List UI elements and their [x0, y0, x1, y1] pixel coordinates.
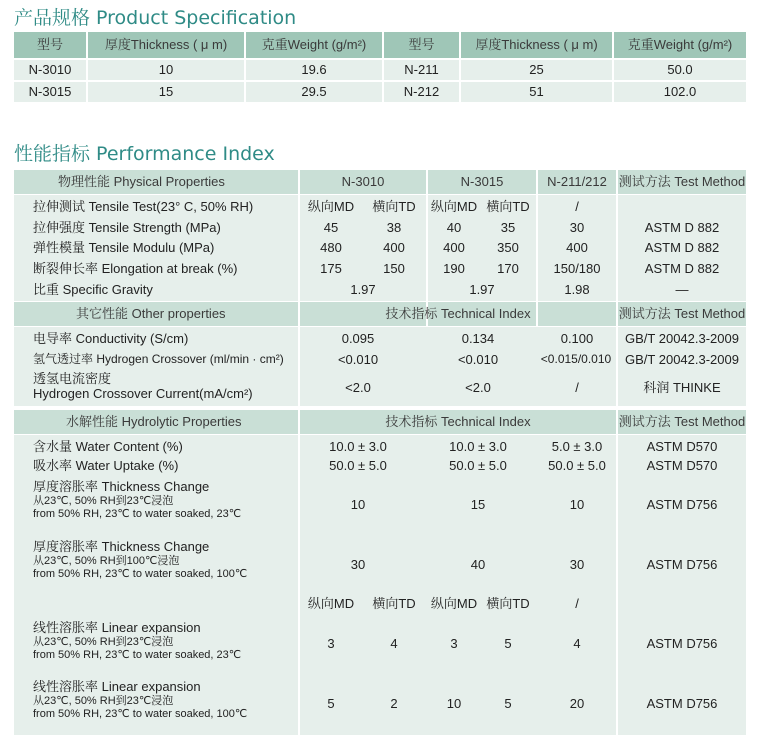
table-cell: 400: [566, 239, 588, 255]
table-cell: 25: [529, 61, 544, 77]
elongation-label: 断裂伸长率 Elongation at break (%): [33, 260, 238, 276]
table-cell: 50.0 ± 5.0: [329, 457, 387, 473]
table-cell: 2: [390, 695, 398, 711]
table-cell: 102.0: [663, 83, 697, 99]
table-cell: 400: [383, 239, 405, 255]
table-cell: 40: [446, 219, 462, 235]
table-cell: 50.0 ± 5.0: [548, 457, 606, 473]
linear-expansion-100-cn: 从23℃, 50% RH到23℃浸泡: [33, 694, 174, 707]
table-cell: 45: [323, 219, 339, 235]
thickness-change-100-cn: 从23℃, 50% RH到100℃浸泡: [33, 554, 180, 567]
table-cell: ASTM D756: [646, 556, 718, 572]
table-cell: 纵向MD: [430, 198, 478, 214]
table-cell: 纵向MD: [307, 198, 355, 214]
conductivity-label: 电导率 Conductivity (S/cm): [33, 330, 189, 346]
table-cell: 30: [350, 556, 366, 572]
thickness-change-100-en: from 50% RH, 23℃ to water soaked, 100℃: [33, 567, 248, 580]
table-cell: 50.0 ± 5.0: [449, 457, 507, 473]
table-cell: ASTM D570: [646, 457, 718, 473]
other-technical-index-header: 技术指标 Technical Index: [385, 305, 531, 321]
table-cell: 15: [470, 496, 486, 512]
table-cell: 科润 THINKE: [643, 379, 721, 395]
table-cell: /: [575, 595, 579, 611]
table-cell: 4: [573, 635, 581, 651]
table-cell: GB/T 20042.3-2009: [625, 351, 739, 367]
table-cell: ASTM D756: [646, 496, 718, 512]
table-cell: 5.0 ± 3.0: [551, 438, 603, 454]
hydrogen-crossover-label: 氢气透过率 Hydrogen Crossover (ml/min · cm²): [33, 352, 284, 367]
table-cell: <0.015/0.010: [540, 352, 612, 367]
table-cell: <0.010: [337, 351, 379, 367]
tensile-strength-label: 拉伸强度 Tensile Strength (MPa): [33, 219, 221, 235]
table-cell: 150/180: [553, 260, 601, 276]
table-cell: 175: [320, 260, 342, 276]
table-cell: 35: [500, 219, 516, 235]
table-cell: 3: [327, 635, 335, 651]
table-cell: 15: [158, 83, 174, 99]
other-properties-header: 其它性能 Other properties: [76, 305, 226, 321]
table-cell: ASTM D570: [646, 438, 718, 454]
thickness-change-23-en: from 50% RH, 23℃ to water soaked, 23℃: [33, 507, 242, 520]
water-uptake-label: 吸水率 Water Uptake (%): [33, 457, 179, 473]
table-cell: 1.97: [469, 281, 495, 297]
table-cell: 400: [443, 239, 465, 255]
linear-expansion-100-en: from 50% RH, 23℃ to water soaked, 100℃: [33, 707, 248, 720]
linear-expansion-23-title: 线性溶胀率 Linear expansion: [33, 621, 201, 635]
table-cell: 30: [569, 556, 585, 572]
product-spec-title: 产品规格 Product Specification: [14, 7, 297, 29]
table-cell: 40: [470, 556, 486, 572]
table-cell: 190: [443, 260, 465, 276]
linear-expansion-23-cn: 从23℃, 50% RH到23℃浸泡: [33, 635, 174, 648]
thickness-change-23-label: [30, 480, 298, 530]
spec-header-thickness-2: 厚度Thickness ( μ m): [475, 36, 598, 52]
tensile-test-label: 拉伸测试 Tensile Test(23° C, 50% RH): [33, 198, 254, 214]
table-cell: 29.5: [301, 83, 327, 99]
table-cell: —: [675, 281, 689, 297]
table-cell: 480: [320, 239, 342, 255]
spec-header-thickness: 厚度Thickness ( μ m): [104, 36, 228, 52]
specific-gravity-label: 比重 Specific Gravity: [33, 281, 153, 297]
table-cell: 10.0 ± 3.0: [329, 438, 387, 454]
water-content-label: 含水量 Water Content (%): [33, 438, 183, 454]
table-cell: 10: [569, 496, 585, 512]
table-cell: 10: [158, 61, 174, 77]
thickness-change-100-label: [30, 540, 298, 590]
physical-header-n211: N-211/212: [547, 173, 607, 189]
spec-header-model: 型号: [36, 36, 63, 52]
table-cell: 10.0 ± 3.0: [449, 438, 507, 454]
table-cell: 横向TD: [372, 198, 416, 214]
physical-header-n3015: N-3015: [460, 173, 504, 189]
table-cell: ASTM D 882: [644, 260, 720, 276]
thickness-change-100-title: 厚度溶胀率 Thickness Change: [33, 540, 210, 554]
table-cell: 1.98: [564, 281, 590, 297]
performance-title: 性能指标 Performance Index: [14, 143, 275, 165]
spec-header-model-2: 型号: [408, 36, 435, 52]
table-cell: ASTM D 882: [644, 219, 720, 235]
table-cell: 5: [504, 635, 512, 651]
thickness-change-23-cn: 从23℃, 50% RH到23℃浸泡: [33, 494, 174, 507]
table-cell: 纵向MD: [430, 595, 478, 611]
linear-expansion-100-title: 线性溶胀率 Linear expansion: [33, 680, 201, 694]
table-cell: 纵向MD: [307, 595, 355, 611]
table-cell: ASTM D756: [646, 635, 718, 651]
table-cell: 350: [497, 239, 519, 255]
table-cell: [618, 197, 746, 217]
hydrolytic-test-method-header: 测试方法 Test Method: [618, 413, 746, 429]
table-cell: 0.134: [461, 330, 495, 346]
table-cell: GB/T 20042.3-2009: [625, 330, 739, 346]
table-cell: 3: [450, 635, 458, 651]
crossover-current-label-cn: 透氢电流密度: [33, 372, 112, 386]
table-cell: 0.095: [341, 330, 375, 346]
table-cell: 横向TD: [486, 198, 530, 214]
linear-expansion-23-en: from 50% RH, 23℃ to water soaked, 23℃: [33, 648, 242, 661]
hydrolytic-properties-header: 水解性能 Hydrolytic Properties: [66, 413, 242, 429]
table-cell: 38: [386, 219, 402, 235]
table-cell: ASTM D756: [646, 695, 718, 711]
spec-header-weight: 克重Weight (g/m²): [261, 36, 367, 52]
table-cell: 10: [446, 695, 462, 711]
table-cell: 20: [569, 695, 585, 711]
table-cell: <2.0: [345, 379, 371, 395]
table-cell: 30: [569, 219, 585, 235]
spec-header-weight-2: 克重Weight (g/m²): [627, 36, 733, 52]
table-cell: 1.97: [350, 281, 376, 297]
table-cell: /: [575, 198, 579, 214]
crossover-current-label: [30, 372, 298, 404]
table-cell: ASTM D 882: [644, 239, 720, 255]
table-cell: 10: [350, 496, 366, 512]
table-cell: 19.6: [301, 61, 327, 77]
crossover-current-label-en: Hydrogen Crossover Current(mA/cm²): [33, 385, 253, 401]
table-cell: /: [575, 379, 579, 395]
tensile-modulus-label: 弹性模量 Tensile Modulu (MPa): [33, 239, 215, 255]
table-cell: 170: [497, 260, 519, 276]
linear-expansion-100-label: [30, 680, 298, 730]
table-cell: <2.0: [465, 379, 491, 395]
table-cell: 51: [529, 83, 544, 99]
linear-expansion-23-label: [30, 621, 298, 671]
thickness-change-23-title: 厚度溶胀率 Thickness Change: [33, 480, 210, 494]
hydrolytic-technical-index-header: 技术指标 Technical Index: [385, 413, 531, 429]
table-cell: 150: [383, 260, 405, 276]
table-cell: 5: [504, 695, 512, 711]
physical-properties-header: 物理性能 Physical Properties: [58, 173, 225, 189]
table-cell: 0.100: [560, 330, 594, 346]
table-cell: <0.010: [457, 351, 499, 367]
other-test-method-header: 测试方法 Test Method: [618, 305, 746, 321]
table-cell: N-212: [403, 83, 440, 99]
table-cell: 4: [390, 635, 398, 651]
table-cell: 50.0: [667, 61, 693, 77]
physical-header-n3010: N-3010: [341, 173, 385, 189]
table-cell: 5: [327, 695, 335, 711]
table-cell: N-3010: [28, 61, 72, 77]
table-cell: 横向TD: [372, 595, 416, 611]
physical-header-test-method: 测试方法 Test Method: [618, 173, 746, 189]
table-cell: N-211: [404, 61, 439, 77]
table-cell: 横向TD: [486, 595, 530, 611]
table-cell: N-3015: [28, 83, 72, 99]
